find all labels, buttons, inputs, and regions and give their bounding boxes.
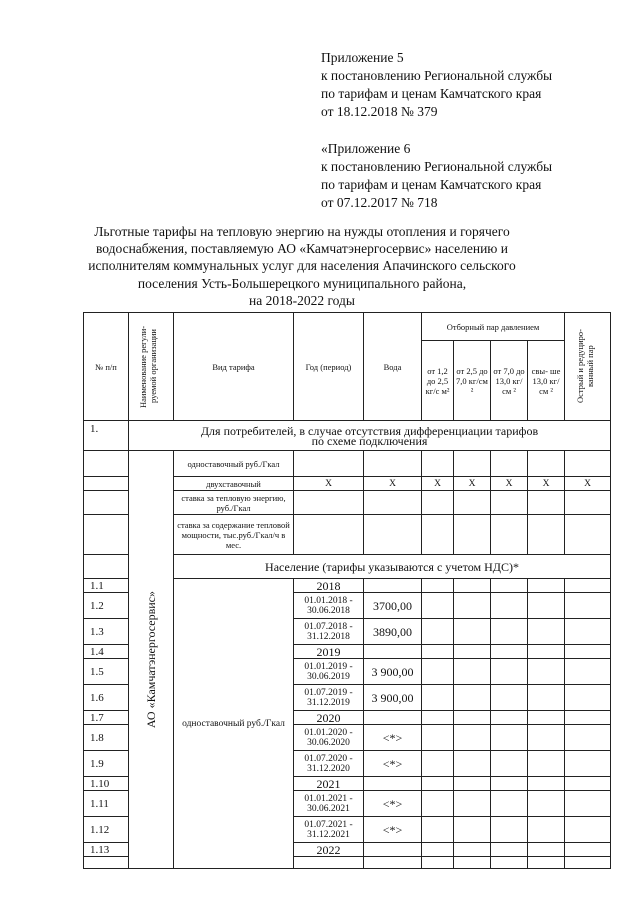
cell-empty <box>565 843 611 857</box>
row-value <box>364 711 422 725</box>
cell-x: X <box>454 477 491 491</box>
header-line: по тарифам и ценам Камчатского края <box>321 86 542 101</box>
cell-empty <box>454 857 491 869</box>
cell-empty <box>491 579 528 593</box>
row-num: 1.13 <box>84 843 129 857</box>
row-value: 3700,00 <box>364 593 422 619</box>
col-header-water: Вода <box>364 313 422 421</box>
cell-empty <box>454 791 491 817</box>
row-period: 01.01.2021 - 30.06.2021 <box>294 791 364 817</box>
row-value: <*> <box>364 791 422 817</box>
header-line: к постановлению Региональной службы <box>321 68 553 83</box>
cell-empty <box>454 725 491 751</box>
cell-empty <box>454 491 491 515</box>
col-header-num: № п/п <box>84 313 129 421</box>
row-num: 1.3 <box>84 619 129 645</box>
cell-empty <box>491 857 528 869</box>
cell-empty <box>422 711 454 725</box>
cell-empty <box>454 843 491 857</box>
cell-empty <box>528 725 565 751</box>
title-line: Льготные тарифы на тепловую энергию на нужды отопления и горячего <box>94 224 510 239</box>
cell-x: X <box>422 477 454 491</box>
col-header-pressure-4: свы- ше 13,0 кг/см ² <box>528 341 565 421</box>
row-num: 1.5 <box>84 659 129 685</box>
cell-empty <box>84 515 129 555</box>
cell-empty <box>422 685 454 711</box>
cell-empty <box>491 593 528 619</box>
cell-empty <box>528 817 565 843</box>
row-period: 2018 <box>294 579 364 593</box>
cell-empty <box>454 659 491 685</box>
row-value <box>364 777 422 791</box>
row-num: 1.10 <box>84 777 129 791</box>
appendix-header <box>321 49 552 121</box>
cell-empty <box>364 451 422 477</box>
cell-empty <box>84 451 129 477</box>
col-header-acute-steam: Острый и редуциро- ванный пар <box>565 313 611 421</box>
title-line: на 2018-2022 годы <box>249 292 355 308</box>
cell-empty <box>454 579 491 593</box>
cell-empty <box>565 451 611 477</box>
cell-x: X <box>294 477 364 491</box>
cell-empty <box>491 685 528 711</box>
cell-empty <box>491 711 528 725</box>
cell-empty <box>565 777 611 791</box>
title-line: исполнителям коммунальных услуг для населения Апачинского сельского <box>88 258 516 274</box>
cell-empty <box>422 777 454 791</box>
cell-empty <box>528 791 565 817</box>
cell-empty <box>422 619 454 645</box>
cell-empty <box>491 515 528 555</box>
cell-empty <box>491 451 528 477</box>
cell-empty <box>454 515 491 555</box>
cell-empty <box>454 451 491 477</box>
title-line: водоснабжения, поставляемую АО «Камчатэнергосервис» населению и <box>95 241 508 257</box>
cell-empty <box>491 619 528 645</box>
row-value: <*> <box>364 817 422 843</box>
cell-empty <box>422 857 454 869</box>
cell-empty <box>528 843 565 857</box>
cell-empty <box>491 659 528 685</box>
cell-empty <box>528 645 565 659</box>
tariff-single-rate-label: одноставочный руб./Гкал <box>174 579 294 869</box>
cell-empty <box>565 515 611 555</box>
cell-empty <box>422 751 454 777</box>
previous-appendix-header <box>321 140 552 212</box>
cell-empty <box>454 777 491 791</box>
cell-empty <box>491 817 528 843</box>
cell-empty <box>454 817 491 843</box>
cell-empty <box>528 491 565 515</box>
cell-empty <box>528 515 565 555</box>
row-value: 3 900,00 <box>364 659 422 685</box>
cell-empty <box>422 645 454 659</box>
cell-empty <box>491 791 528 817</box>
row-period: 01.07.2019 - 31.12.2019 <box>294 685 364 711</box>
cell-empty <box>454 751 491 777</box>
col-header-pressure-2: от 2,5 до 7,0 кг/см ² <box>454 341 491 421</box>
cell-empty <box>454 619 491 645</box>
col-header-org: Наименование регули- руемой организации <box>129 313 174 421</box>
cell-empty <box>422 515 454 555</box>
row-period: 01.01.2018 - 30.06.2018 <box>294 593 364 619</box>
cell-empty <box>422 843 454 857</box>
header-line: по тарифам и ценам Камчатского края <box>321 177 542 192</box>
org-name-cell: АО «Камчатэнергосервис» <box>129 451 174 869</box>
cell-empty <box>454 593 491 619</box>
cell-empty <box>294 491 364 515</box>
cell-empty <box>491 751 528 777</box>
row-period: 2021 <box>294 777 364 791</box>
cell-empty <box>422 451 454 477</box>
population-header: Население (тарифы указываются с учетом НДС)* <box>174 555 611 579</box>
cell-empty <box>364 857 422 869</box>
cell-empty <box>565 817 611 843</box>
cell-empty <box>422 791 454 817</box>
cell-x: X <box>528 477 565 491</box>
cell-empty <box>565 593 611 619</box>
cell-empty <box>565 619 611 645</box>
row-period: 01.01.2020 - 30.06.2020 <box>294 725 364 751</box>
section-title-line: по схеме подключения <box>311 433 428 448</box>
col-header-steam-group: Отборный пар давлением <box>422 313 565 341</box>
section-title <box>129 421 611 451</box>
cell-empty <box>528 777 565 791</box>
row-num: 1.11 <box>84 791 129 817</box>
cell-empty <box>528 619 565 645</box>
cell-empty <box>294 857 364 869</box>
title-line: поселения Усть-Большерецкого муниципального района, <box>137 275 467 291</box>
cell-empty <box>565 579 611 593</box>
cell-empty <box>491 645 528 659</box>
cell-empty <box>565 685 611 711</box>
col-header-tariff-type: Вид тарифа <box>174 313 294 421</box>
cell-empty <box>491 725 528 751</box>
cell-empty <box>565 751 611 777</box>
cell-x: X <box>491 477 528 491</box>
row-period: 01.01.2019 - 30.06.2019 <box>294 659 364 685</box>
tariff-single-rate: одноставочный руб./Гкал <box>174 451 294 477</box>
col-header-year: Год (период) <box>294 313 364 421</box>
cell-empty <box>84 491 129 515</box>
cell-empty <box>565 711 611 725</box>
header-line: от 07.12.2017 № 718 <box>321 195 438 210</box>
cell-empty <box>528 711 565 725</box>
cell-empty <box>454 711 491 725</box>
cell-x: X <box>565 477 611 491</box>
tariff-two-rate: двухставочный <box>174 477 294 491</box>
header-line: Приложение 5 <box>321 50 404 65</box>
tariff-heat-rate: ставка за тепловую энергию, руб./Гкал <box>174 491 294 515</box>
cell-empty <box>491 491 528 515</box>
cell-empty <box>565 491 611 515</box>
cell-empty <box>528 593 565 619</box>
cell-empty <box>565 791 611 817</box>
cell-empty <box>565 857 611 869</box>
row-period: 2022 <box>294 843 364 857</box>
row-num: 1.12 <box>84 817 129 843</box>
cell-empty <box>422 817 454 843</box>
row-num: 1.4 <box>84 645 129 659</box>
cell-empty <box>84 555 129 579</box>
tariff-table <box>83 312 611 869</box>
row-num: 1.9 <box>84 751 129 777</box>
cell-empty <box>565 645 611 659</box>
cell-empty <box>294 451 364 477</box>
col-header-pressure-1: от 1,2 до 2,5 кг/с м² <box>422 341 454 421</box>
col-header-pressure-3: от 7,0 до 13,0 кг/см ² <box>491 341 528 421</box>
cell-x: X <box>364 477 422 491</box>
cell-empty <box>422 579 454 593</box>
row-num: 1.8 <box>84 725 129 751</box>
cell-empty <box>528 659 565 685</box>
row-period: 2019 <box>294 645 364 659</box>
row-num: 1.7 <box>84 711 129 725</box>
header-line: «Приложение 6 <box>321 141 411 156</box>
cell-empty <box>491 777 528 791</box>
row-value <box>364 843 422 857</box>
row-value <box>364 645 422 659</box>
row-period: 01.07.2018 - 31.12.2018 <box>294 619 364 645</box>
row-num: 1.6 <box>84 685 129 711</box>
cell-empty <box>364 515 422 555</box>
row-period: 2020 <box>294 711 364 725</box>
cell-empty <box>528 579 565 593</box>
cell-empty <box>528 451 565 477</box>
cell-empty <box>565 659 611 685</box>
section-title-line: Для потребителей, в случае отсутствия дифференциации тарифов <box>200 423 539 438</box>
cell-empty <box>528 857 565 869</box>
tariff-capacity-rate: ставка за содержание тепловой мощности, тыс.руб./Гкал/ч в мес. <box>174 515 294 555</box>
cell-empty <box>422 659 454 685</box>
cell-empty <box>491 843 528 857</box>
row-period: 01.07.2021 - 31.12.2021 <box>294 817 364 843</box>
cell-empty <box>422 725 454 751</box>
row-num: 1.1 <box>84 579 129 593</box>
row-value: 3890,00 <box>364 619 422 645</box>
header-line: к постановлению Региональной службы <box>321 159 553 174</box>
row-num: 1.2 <box>84 593 129 619</box>
document-title <box>82 223 522 309</box>
row-value: <*> <box>364 751 422 777</box>
row-period: 01.07.2020 - 31.12.2020 <box>294 751 364 777</box>
cell-empty <box>294 515 364 555</box>
cell-empty <box>422 593 454 619</box>
cell-empty <box>454 645 491 659</box>
section-number: 1. <box>84 421 129 451</box>
cell-empty <box>84 477 129 491</box>
cell-empty <box>422 491 454 515</box>
row-value <box>364 579 422 593</box>
cell-empty <box>528 685 565 711</box>
row-value: <*> <box>364 725 422 751</box>
cell-empty <box>528 751 565 777</box>
row-value: 3 900,00 <box>364 685 422 711</box>
row-num <box>84 857 129 869</box>
cell-empty <box>364 491 422 515</box>
cell-empty <box>454 685 491 711</box>
cell-empty <box>565 725 611 751</box>
header-line: от 18.12.2018 № 379 <box>321 104 438 119</box>
